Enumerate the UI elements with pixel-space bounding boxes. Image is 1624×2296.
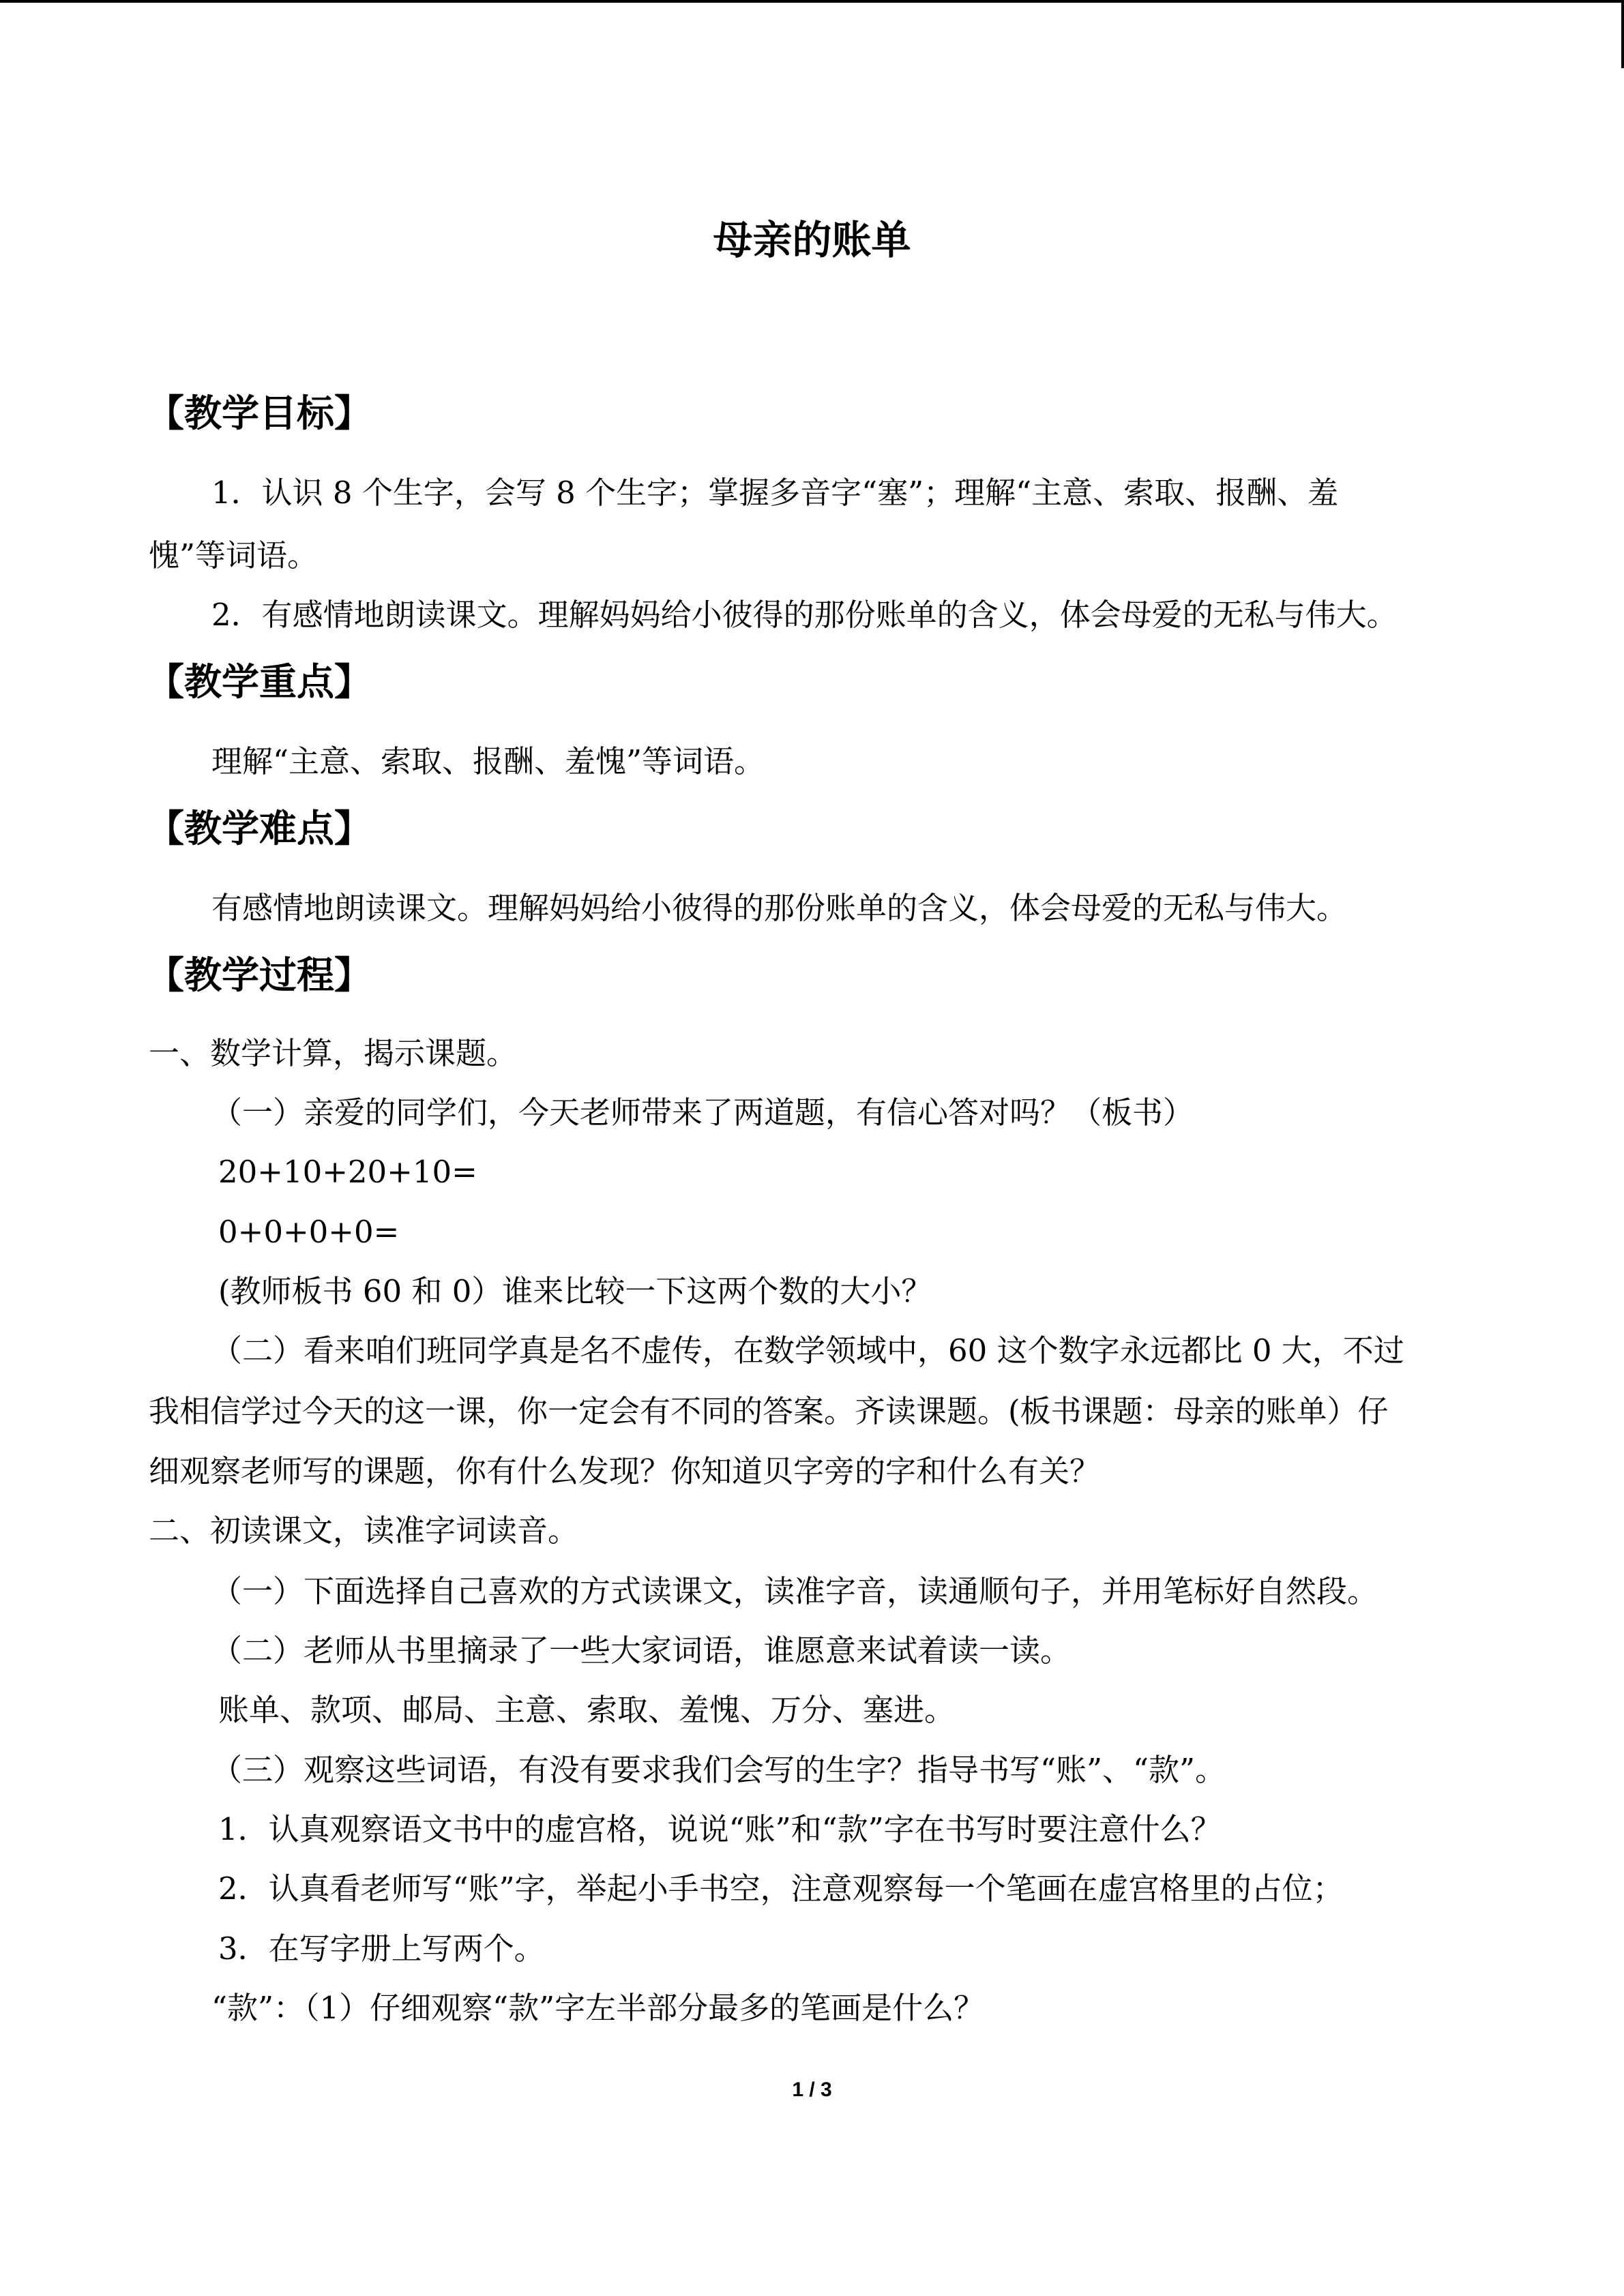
writing-guide-3: 3．在写字册上写两个。 [218,1930,545,1967]
process-part-1-title: 一、数学计算，揭示课题。 [149,1035,518,1071]
objective-2: 2．有感情地朗读课文。理解妈妈给小彼得的那份账单的含义，体会母爱的无私与伟大。 [211,597,1398,633]
writing-guide-2: 2．认真看老师写“账”字，举起小手书空，注意观察每一个笔画在虚宫格里的占位； [218,1870,1344,1907]
equation-1: 20+10+20+10= [218,1154,477,1190]
process-part-2-title: 二、初读课文，读准字词读音。 [149,1512,579,1549]
objective-1-line-2: 愧”等词语。 [149,537,319,573]
key-points-text: 理解“主意、索取、报酬、羞愧”等词语。 [211,743,765,779]
equation-2: 0+0+0+0= [218,1214,400,1250]
process-part-1-step-2-line-3: 细观察老师写的课题，你有什么发现？你知道贝字旁的字和什么有关？ [149,1453,1101,1489]
process-part-1-step-2-line-2: 我相信学过今天的这一课，你一定会有不同的答案。齐读课题。(板书课题：母亲的账单）仔 [149,1393,1389,1429]
process-part-2-step-1: （一）下面选择自己喜欢的方式读课文，读准字音，读通顺句子，并用笔标好自然段。 [211,1573,1378,1609]
page-title: 母亲的账单 [713,217,911,263]
process-part-2-step-2: （二）老师从书里摘录了一些大家词语，谁愿意来试着读一读。 [211,1632,1072,1669]
process-part-1-step-2-line-1: （二）看来咱们班同学真是名不虚传，在数学领域中，60 这个数字永远都比 0 大，不过 [211,1332,1404,1369]
process-part-2-step-3: （三）观察这些词语，有没有要求我们会写的生字？指导书写“账”、“款”。 [211,1752,1226,1788]
vocabulary-words: 账单、款项、邮局、主意、索取、羞愧、万分、塞进。 [218,1692,956,1728]
heading-difficulties: 【教学难点】 [147,806,372,850]
writing-guide-1: 1．认真观察语文书中的虚宫格，说说“账”和“款”字在书写时要注意什么？ [218,1811,1222,1847]
compare-question: (教师板书 60 和 0）谁来比较一下这两个数的大小？ [218,1273,932,1309]
difficulties-text: 有感情地朗读课文。理解妈妈给小彼得的那份账单的含义，体会母爱的无私与伟大。 [211,890,1348,926]
objective-1-line-1: 1．认识 8 个生字，会写 8 个生字；掌握多音字“塞”；理解“主意、索取、报酬、羞 [211,475,1339,511]
heading-objectives: 【教学目标】 [147,391,372,435]
page-number: 1 / 3 [792,2078,832,2101]
heading-key-points: 【教学重点】 [147,659,372,704]
heading-process: 【教学过程】 [147,953,372,997]
kuan-character-question: “款”：（1）仔细观察“款”字左半部分最多的笔画是什么？ [211,1990,985,2026]
process-part-1-step-1: （一）亲爱的同学们，今天老师带来了两道题，有信心答对吗？（板书） [211,1094,1194,1131]
